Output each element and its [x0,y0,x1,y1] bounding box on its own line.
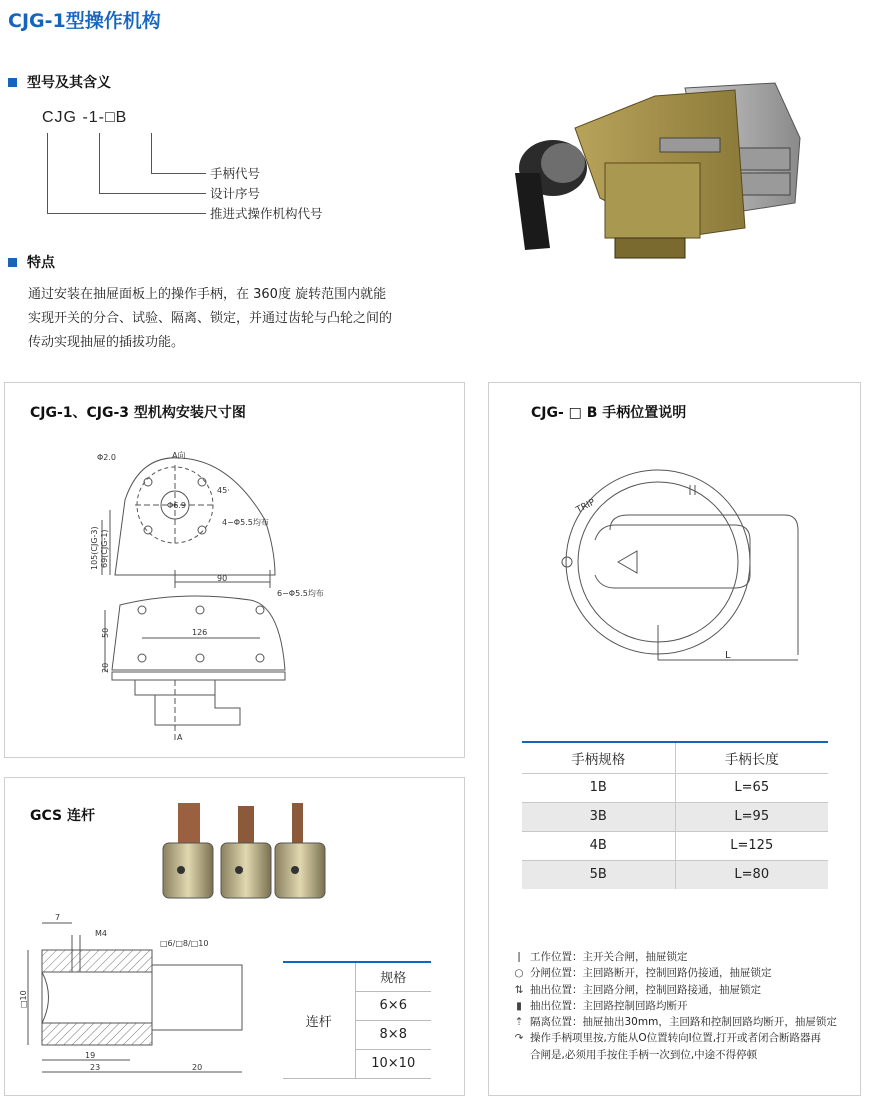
rod-spec-cell: 6×6 [355,991,431,1020]
table-row [522,831,828,860]
dim-45deg: 45· [217,486,230,495]
rod-spec-header: 规格 [355,962,431,991]
legend-text: 隔离位置：抽屉抽出30mm，主回路和控制回路均断开，抽屉锁定 [530,1016,837,1029]
col-header-spec: 手柄规格 [522,742,675,773]
rod-photo [155,798,335,910]
dim-90: 90 [217,574,228,583]
length-label: L [725,650,731,661]
dim-4-holes: 4−Φ5.5均布 [222,518,269,527]
cell-spec: 5B [522,860,675,889]
dim-23: 23 [90,1063,101,1072]
cell-spec: 1B [522,773,675,802]
position-legend [508,949,858,1063]
legend-item [508,998,858,1014]
legend-item [508,949,858,965]
section-heading-text: 型号及其含义 [27,75,111,91]
legend-text: 合闸是,必须用手按住手柄一次到位,中途不得停顿 [530,1048,758,1061]
dim-126: 126 [192,628,208,637]
dim-sq10: □10 [19,990,28,1008]
trip-label: TRIP [574,497,597,516]
dim-m4: M4 [95,929,107,938]
section-marker [8,258,17,267]
dim-a-label: A [177,733,183,742]
rod-spec-table [283,961,431,1079]
position-symbol-icon: ○ [514,967,524,980]
legend-item [508,1047,858,1063]
dim-h69: 69(CJG-1) [100,529,109,568]
rod-panel-title: GCS 连杆 [30,808,95,824]
legend-item [508,1030,858,1046]
cell-spec: 3B [522,802,675,831]
desc-line: 通过安装在抽屉面板上的操作手柄，在 360度 旋转范围内就能 [28,287,387,302]
rod-drawing-labels [20,910,260,1075]
legend-text: 操作手柄项里按,方能从O位置转向I位置,打开或者闭合断路器再 [530,1032,822,1045]
rod-spec-cell: 8×8 [355,1020,431,1049]
leader-line [151,133,152,173]
model-label-handle: 手柄代号 [210,166,261,181]
dim-19: 19 [85,1051,96,1060]
section-heading-text: 特点 [27,255,55,271]
leader-line [47,213,206,214]
dim-phi2: Φ2.0 [97,453,117,462]
legend-text: 抽出位置：主回路控制回路均断开 [530,999,688,1012]
cell-length: L=65 [675,773,828,802]
rod-name-cell: 连杆 [283,962,355,1078]
page-title: CJG-1型操作机构 [8,10,161,32]
section-heading-features [8,252,55,272]
cell-spec: 4B [522,831,675,860]
dim-phi69: Φ6.9 [167,501,187,510]
dim-h105: 105(CJG-3) [90,526,99,570]
dim-7: 7 [55,913,61,922]
table-row [522,802,828,831]
feature-description [28,283,448,355]
legend-text: 抽出位置：主回路分闸，控制回路接通，抽屉锁定 [530,983,761,996]
dim-50: 50 [101,627,110,638]
cell-length: L=95 [675,802,828,831]
section-marker [8,78,17,87]
leader-line [47,133,48,213]
model-code: CJG -1-□B [42,109,128,126]
desc-line: 实现开关的分合、试验、隔离、锁定，并通过齿轮与凸轮之间的 [28,311,393,326]
product-photo [505,78,805,283]
legend-text: 分闸位置：主回路断开，控制回路仍接通，抽屉锁定 [530,967,772,980]
install-panel-title: CJG-1、CJG-3 型机构安装尺寸图 [30,405,246,421]
table-row [283,962,431,991]
col-header-length: 手柄长度 [675,742,828,773]
desc-line: 传动实现抽屉的插拔功能。 [28,335,185,350]
legend-item [508,965,858,981]
position-symbol-icon: ǀ [517,951,521,963]
leader-line [99,193,206,194]
legend-spacer [508,1047,530,1063]
handle-spec-table [522,741,828,889]
cell-length: L=125 [675,831,828,860]
cell-length: L=80 [675,860,828,889]
leader-line [99,133,100,193]
dim-square: □6/□8/□10 [160,939,209,948]
handle-panel-title: CJG- □ B 手柄位置说明 [531,405,687,421]
legend-item [508,1014,858,1030]
position-symbol-icon: ▮ [516,999,522,1012]
handle-dial-labels [540,470,810,670]
model-label-serial: 设计序号 [210,186,261,201]
rod-spec-cell: 10×10 [355,1049,431,1078]
install-drawing-labels [80,440,324,755]
dim-a-direction: A向 [172,451,186,460]
rotate-arrow-icon: ↷ [514,1032,524,1045]
section-heading-model [8,72,111,92]
dim-20: 20 [101,662,110,673]
leader-line [151,173,206,174]
position-symbol-icon: ⇅ [514,983,524,996]
dim-6-holes: 6−Φ5.5均布 [277,589,324,598]
dim-20: 20 [192,1063,203,1072]
legend-item [508,982,858,998]
model-label-mechanism: 推进式操作机构代号 [210,206,323,221]
legend-text: 工作位置：主开关合闸，抽屉锁定 [530,951,688,963]
table-row [522,773,828,802]
table-row [522,860,828,889]
position-symbol-icon: ⇡ [514,1016,524,1029]
